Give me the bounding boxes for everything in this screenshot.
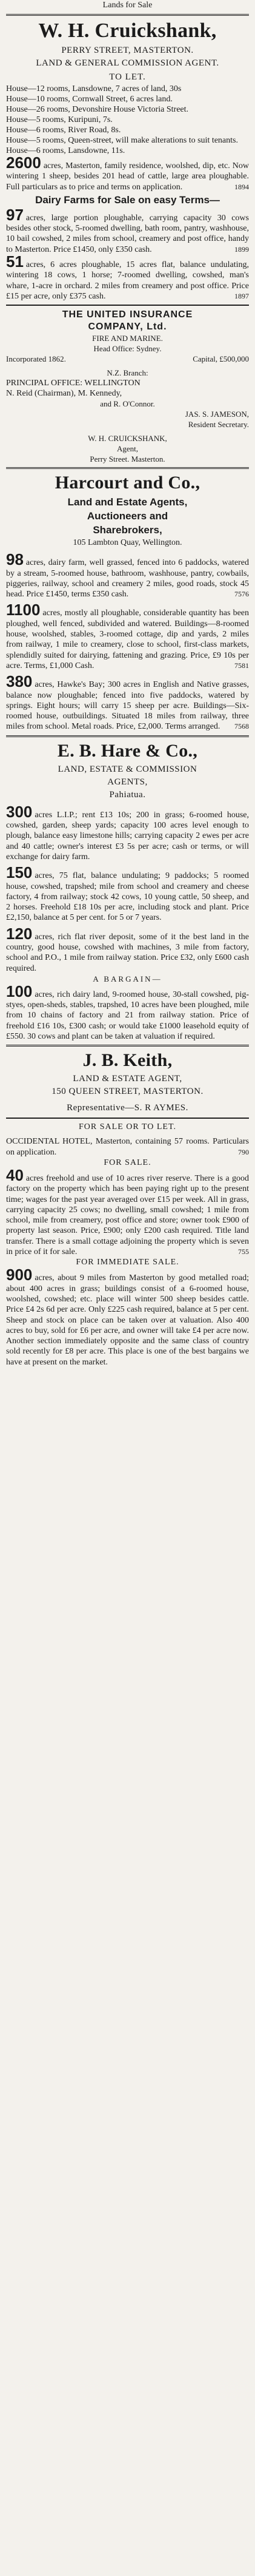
cruickshank-ad [6,19,249,302]
listing-51: 51 acres, 6 acres ploughable, 15 acres flat, balance undulating, wintering 18 cows, 1 horse; 7-roomed dwelling, cowshed, man's whare, 1-acre in orchard. 2 miles from creamery and post office. Price £15 per acre, only £375 cash. 1897 [6,252,249,301]
firm-address: PERRY STREET, MASTERTON. [61,46,194,55]
listing-hotel: OCCIDENTAL HOTEL, Masterton, containing 57 rooms. Particulars on application. 790 [6,1137,249,1157]
firm-address: 105 Lambton Quay, Wellington. [73,538,182,548]
listing-number: 100 [6,982,33,1000]
house-listing: House—6 rooms, Lansdowne, 11s. [6,146,125,155]
house-listing: House—5 rooms, Kuripuni, 7s. [6,115,113,124]
insurance-secretary: JAS. S. JAMESON, [185,410,249,419]
listing-97: 97 acres, large portion ploughable, carrying capacity 30 cows besides other stock, 5-roomed dwelling, bath room, pantry, washhouse, 10 bail cowshed, 2 miles from school, creamery and post office, handy to Masterton. Price £1450, only £350 cash. 1899 [6,205,249,254]
insurance-agent: W. H. CRUICKSHANK, [88,434,167,443]
firm-name: W. H. Cruickshank, [38,19,217,42]
divider [6,1045,249,1047]
firm-location: Pahiatua. [109,789,146,800]
insurance-board: N. Reid (Chairman), M. Kennedy, [6,389,122,399]
listing-number: 300 [6,802,33,821]
listing-number: 380 [6,672,33,691]
listing-2600: 2600 acres, Masterton, family residence, woolshed, dip, etc. Now wintering 1 sheep, besides 201 head of cattle, large area ploughable. Full particulars as to price and terms on application. 1894 [6,153,249,192]
house-listing: House—12 rooms, Lansdowne, 7 acres of land, 30s [6,84,182,93]
insurance-facts: Incorporated 1862. Capital, £500,000 [6,354,249,364]
listing-number: 2600 [6,153,41,172]
harcourt-ad [6,472,249,732]
listing-number: 900 [6,1266,33,1284]
listing-98: 98 acres, dairy farm, well grassed, fenced into 6 paddocks, watered by a stream, 5-roomed house, bathroom, washhouse, pantry, cowbails, piggeries, railway, school and creamery 2 miles, good roads, stock 45 head. Price £1450, terms £350 cash. 7576 [6,550,249,599]
listing-number: 98 [6,550,24,569]
house-listing: House—26 rooms, Devonshire House Victoria Street. [6,105,189,114]
firm-name: Harcourt and Co., [55,473,200,493]
insurance-secretary-title: Resident Secretary. [188,420,249,430]
divider [6,305,249,306]
listing-40: 40 acres freehold and use of 10 acres river reserve. There is a good factory on the property which has been paying right up to the present time; wages for the past year averaged over £15 per week. All in grass, carrying capacity 25 cows; no dwelling, small cowshed; 1 mile from school, mile from creamery, post office and store; owner took £900 of property last season. Price, £900; only £200 cash required. Title land transfer. There is a small cottage adjoining the property which is seven in price of it for sale. 755 [6,1165,249,1257]
dairy-heading: Dairy Farms for Sale on easy Terms— [35,194,220,206]
listing-number: 51 [6,252,24,271]
insurance-principal: PRINCIPAL OFFICE: WELLINGTON [6,379,141,388]
firm-representative: Representative—S. R AYMES. [67,1103,188,1113]
insurance-board: and R. O'Connor. [100,399,155,409]
insurance-title: COMPANY, Ltd. [88,322,167,332]
firm-name: J. B. Keith, [82,1050,173,1071]
listing-120: 120 acres, rich flat river deposit, some of it the best land in the country, good house, cowshed with machines, 3 mile from factory, school and P.O., 1 mile from railway station. Price £32, only £600 cash required. [6,924,249,973]
firm-subtitle: Sharebrokers, [93,524,162,536]
insurance-head-office: Head Office: Sydney. [93,344,162,354]
insurance-title: THE UNITED INSURANCE [62,309,193,320]
house-listing: House—10 rooms, Cornwall Street, 6 acres land. [6,95,173,104]
firm-subtitle: Land and Estate Agents, [67,496,188,508]
to-let-heading: TO LET. [109,72,146,82]
firm-address: 150 QUEEN STREET, MASTERTON. [51,1087,204,1097]
section-heading: FOR IMMEDIATE SALE. [76,1258,179,1267]
firm-role: LAND, ESTATE & COMMISSION [58,764,197,774]
firm-name: E. B. Hare & Co., [57,740,198,761]
listing-number: 40 [6,1165,24,1184]
house-listing: House—6 rooms, River Road, 8s. [6,126,121,135]
hare-ad [6,740,249,1042]
listing-number: 1100 [6,601,41,619]
listing-100: 100 acres, rich dairy land, 9-roomed house, 30-stall cowshed, pig-styes, open-sheds, stables, trapshed, 10 acres have been ploughed, mile from 10 chains of factory and 21 from railway station. Price of freehold £16 10s, £300 cash; or would take £1000 leasehold equity of £550. 30 cows and plant can be taken at valuation if required. [6,982,249,1042]
listing-number: 97 [6,205,24,224]
section-heading: FOR SALE OR TO LET. [79,1122,176,1132]
firm-role: LAND & GENERAL COMMISSION AGENT. [36,58,219,68]
firm-role: AGENTS, [107,777,148,787]
cut-off-header: Lands for Sale [102,1,153,10]
listing-300: 300 acres L.I.P.; rent £13 10s; 200 in grass; 6-roomed house, cowshed, garden, sheep yards; capacity 100 acres level enough to plough, balance easy limestone hills; carrying capacity 2 ewes per acre and 40 cattle; owner's interest £3 5s per acre; cash or terms, or will exchange for dairy farm. [6,802,249,861]
insurance-type: FIRE AND MARINE. [92,334,163,343]
insurance-ad [6,309,249,464]
insurance-branch: N.Z. Branch: [107,368,148,378]
house-listing: House—5 rooms, Queen-street, will make alterations to suit tenants. [6,136,238,145]
section-heading: FOR SALE. [104,1158,151,1167]
insurance-agent-title: Agent, [116,444,139,454]
divider [6,467,249,469]
listing-number: 150 [6,863,33,882]
bargain-heading: A BARGAIN— [93,974,162,983]
listing-150: 150 acres, 75 flat, balance undulating; 9 paddocks; 5 roomed house, cowshed, trapshed; mile from school and creamery and cheese factory, 4 from railway; stock 42 cows, 10 young cattle, 50 sheep, and 2 horses. Freehold £18 10s per acre, including stock and plant. Price £2,150, balance at 5 per cent. for 5 or 7 years. [6,863,249,923]
listing-number: 120 [6,924,33,943]
divider [6,14,249,16]
listing-380: 380 acres, Hawke's Bay; 300 acres in English and Native grasses, balance now ploughable; fenced into five paddocks, watered by springs. Eight hours; will carry 15 sheep per acre. Buildings—Six-roomed house, outbuildings. Situated 18 miles from railway, three miles from school. Metal roads. Price, £2,000. Terms arranged. 7568 [6,672,249,732]
firm-role: LAND & ESTATE AGENT, [73,1074,182,1084]
listing-1100: 1100 acres, mostly all ploughable, considerable quantity has been ploughed, well fenced, subdivided and watered. Buildings—8-roomed house, woolshed, stables, 3-roomed cottage, dip and yards, 2 miles from railway, 1 mile to creamery, close to school, first-class markets, splendidly suited for dairying, fattening and grazing. Price, £9 10s per acre. Terms, £1,000 Cash. 7581 [6,601,249,670]
divider [6,735,249,737]
listing-900: 900 acres, about 9 miles from Masterton by good metalled road; about 400 acres in grass; buildings consist of a 6-roomed house, woolshed, cowshed; etc. place will winter 500 sheep besides cattle. Price £4 2s 6d per acre. Only £225 cash required, balance at 5 per cent. Sheep and stock on place can be taken over at valuation. Also 400 acres to buy, sold for £6 per acre, and owner will take £4 per acre now. Another section immediately opposite and the same class of country sold recently for £8 per acre. This place is one of the best bargains we have at present on the market. [6,1266,249,1367]
insurance-agent-address: Perry Street. Masterton. [90,454,165,464]
divider [6,1118,249,1119]
firm-subtitle: Auctioneers and [87,510,168,522]
keith-ad [6,1050,249,1367]
